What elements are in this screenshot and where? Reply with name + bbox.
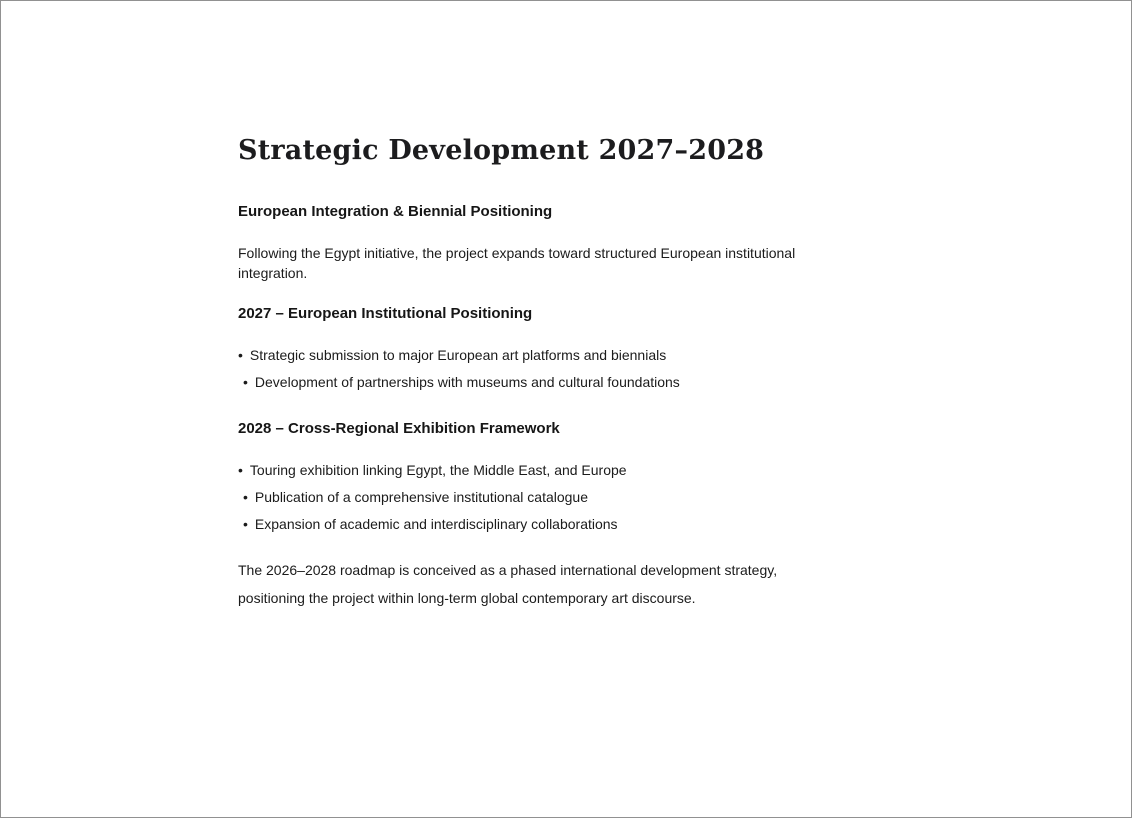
section-heading-2028: 2028 – Cross-Regional Exhibition Framework (238, 420, 560, 438)
list-item-text: Touring exhibition linking Egypt, the Middle East, and Europe (249, 462, 627, 479)
section-heading-european-integration: European Integration & Biennial Positioning (238, 203, 553, 221)
bullet-marker-icon: • (238, 462, 243, 479)
closing-paragraph (238, 556, 852, 612)
bullet-marker-icon: • (243, 516, 248, 533)
list-item-text: Development of partnerships with museums and cultural foundations (254, 374, 680, 391)
bullet-list-2027 (238, 345, 852, 392)
intro-paragraph: Following the Egypt initiative, the project expands toward structured European institutional integration. (238, 245, 796, 282)
bullet-marker-icon: • (243, 489, 248, 506)
list-item (243, 487, 852, 507)
page-title: Strategic Development 2027–2028 (238, 135, 765, 166)
list-item (243, 372, 852, 392)
closing-line-2: positioning the project within long-term global contemporary art discourse. (238, 590, 696, 607)
bullet-marker-icon: • (238, 347, 243, 364)
list-item-text: Strategic submission to major European art platforms and biennials (249, 347, 667, 364)
closing-line-1: The 2026–2028 roadmap is conceived as a phased international development strategy, (238, 562, 778, 579)
document-content (238, 135, 852, 612)
section-heading-2027: 2027 – European Institutional Positioning (238, 305, 533, 323)
bullet-list-2028 (238, 460, 852, 534)
bullet-marker-icon: • (243, 374, 248, 391)
list-item (243, 514, 852, 534)
list-item (238, 345, 852, 365)
list-item-text: Publication of a comprehensive institutional catalogue (254, 489, 589, 506)
list-item (238, 460, 852, 480)
list-item-text: Expansion of academic and interdisciplinary collaborations (254, 516, 618, 533)
